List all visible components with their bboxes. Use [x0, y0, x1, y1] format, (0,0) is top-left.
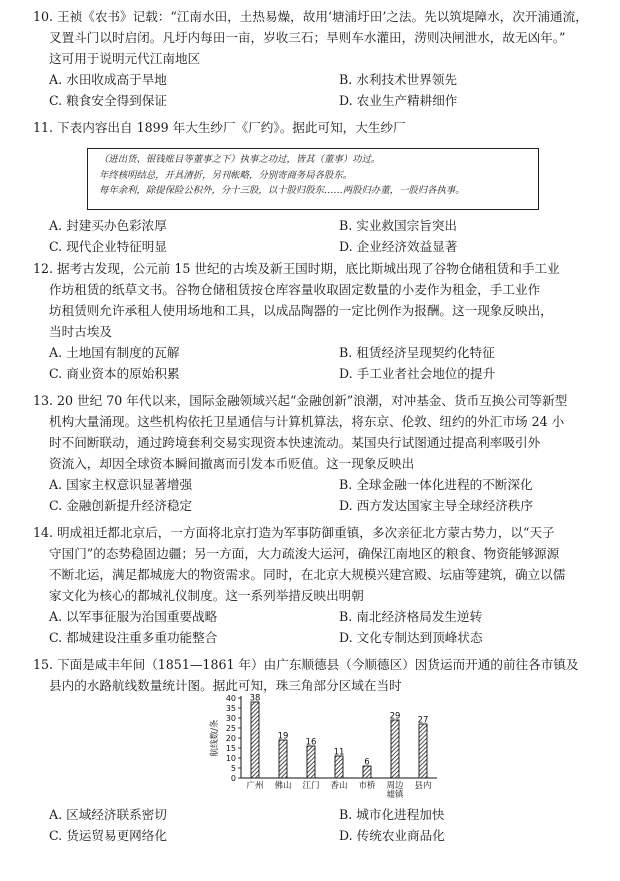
question-11: [33, 117, 593, 138]
y-tick-label: 30: [225, 714, 236, 723]
q13-stem-line1: 13. 20 世纪 70 年代以来，国际金融领域兴起“金融创新”浪潮，对冲基金、货币互换公司等新型: [33, 393, 568, 408]
y-tick-label: 25: [225, 724, 236, 733]
question-13: [33, 390, 593, 516]
q14-stem-line3: 不断北运，满足都城庞大的物资需求。同时，在北京大规模兴建宫殿、坛庙等建筑，确立以儒: [49, 567, 566, 582]
bar: [391, 720, 399, 778]
q14-option-c[interactable]: C. 都城建设注重多重功能整合: [49, 630, 218, 645]
q12-option-c[interactable]: C. 商业资本的原始积累: [49, 366, 180, 381]
y-tick-label: 10: [225, 754, 236, 763]
bar: [251, 702, 259, 778]
q11-box-line3: 每年余利，除提保险公积外，分十三股，以十股归股东……两股归办董，一股归各执事。: [99, 185, 465, 196]
waterway-routes-bar-chart: [205, 692, 445, 802]
bar: [307, 746, 315, 778]
y-tick-label: 40: [225, 694, 236, 703]
x-tick-label: 县内: [414, 781, 432, 791]
x-tick-label: 周边: [386, 781, 404, 791]
q11-factory-rules-box: [87, 148, 539, 210]
q12-stem-line4: 当时古埃及: [49, 324, 112, 339]
q13-option-d[interactable]: D. 西方发达国家主导全球经济秩序: [339, 498, 533, 513]
q14-stem-line2: 守国门”的态势稳固边疆；另一方面，大力疏浚大运河，确保江南地区的粮食、物资能够源源: [49, 546, 560, 561]
q12-stem-line3: 坊租赁则允许承租人使用场地和工具，以成品陶器的一定比例作为报酬。这一现象反映出，: [49, 303, 553, 318]
q13-stem-line4: 资流入，却因全球资本瞬间撤离而引发本币贬值。这一现象反映出: [49, 456, 415, 471]
y-tick-label: 20: [225, 734, 236, 743]
x-tick-label: 广州: [246, 781, 264, 791]
q12-stem-line2: 作坊租赁的纸草文书。谷物仓储租赁按仓库容量收取固定数量的小麦作为租金，手工业作: [49, 282, 541, 297]
q13-option-c[interactable]: C. 金融创新提升经济稳定: [49, 498, 193, 513]
q10-option-a[interactable]: A. 水田收成高于旱地: [49, 72, 167, 87]
q12-stem-line1: 12. 据考古发现，公元前 15 世纪的古埃及新王国时期，底比斯城出现了谷物仓储租赁和手工业: [33, 261, 560, 276]
q14-option-a[interactable]: A. 以军事征服为治国重要战略: [49, 609, 218, 624]
q11-option-c[interactable]: C. 现代企业特征明显: [49, 239, 167, 254]
bar-value-label: 38: [249, 693, 261, 704]
q10-option-b[interactable]: B. 水利技术世界领先: [339, 72, 458, 87]
q12-option-a[interactable]: A. 土地国有制度的瓦解: [49, 345, 180, 360]
q15-options: [33, 804, 593, 846]
q14-option-d[interactable]: D. 文化专制达到顶峰状态: [339, 630, 483, 645]
q10-stem-line1: 10. 王祯《农书》记载：“江南水田，土热易燥，故用‘塘浦圩田’之法。先以筑堤障水，次开浦通流，: [33, 9, 588, 24]
y-tick-label: 35: [225, 704, 236, 713]
bar-value-label: 11: [333, 747, 345, 758]
bar: [335, 756, 343, 778]
q11-options: [33, 215, 593, 257]
x-tick-label: 江门: [302, 781, 320, 791]
q15-stem-line1: 15. 下面是咸丰年间（1851—1861 年）由广东顺德县（今顺德区）因货运而开通的前往各市镇及: [33, 657, 579, 672]
bar-value-label: 16: [305, 737, 317, 748]
x-tick-label: 香山: [330, 781, 348, 791]
q11-stem: 11. 下表内容出自 1899 年大生纱厂《厂约》。据此可知，大生纱厂: [33, 120, 406, 135]
y-axis-label: 航线数/条: [210, 719, 220, 757]
q15-stem-line2: 县内的水路航线数量统计图。据此可知，珠三角部分区域在当时: [49, 678, 402, 693]
q10-stem-line2: 叉置斗门以时启闭。凡圩内每田一亩，岁收三石；旱则车水灌田，涝则决闸泄水，故无凶年。”: [49, 30, 566, 45]
q13-stem-line3: 时不间断联动，通过跨境套利交易实现资本快速流动。某国央行试图通过提高利率吸引外: [49, 435, 541, 450]
q14-option-b[interactable]: B. 南北经济格局发生逆转: [339, 609, 483, 624]
question-15: [33, 654, 593, 696]
q13-option-b[interactable]: B. 全球金融一体化进程的不断深化: [339, 477, 533, 492]
bar-value-label: 27: [417, 715, 429, 726]
y-tick-label: 5: [230, 764, 236, 773]
bar: [419, 724, 427, 778]
q11-box-line1: （进出货、银钱账目等董事之下）执事之功过，皆其（董事）功过。: [99, 154, 381, 165]
q12-option-d[interactable]: D. 手工业者社会地位的提升: [339, 366, 496, 381]
q15-option-d[interactable]: D. 传统农业商品化: [339, 828, 445, 843]
x-tick-label: 墟镇: [386, 790, 404, 800]
q14-stem-line1: 14. 明成祖迁都北京后，一方面将北京打造为军事防御重镇，多次亲征北方蒙古势力，以“天子: [33, 525, 555, 540]
bar: [279, 740, 287, 778]
x-tick-label: 佛山: [274, 781, 292, 791]
bar-value-label: 6: [364, 757, 370, 768]
bar: [363, 766, 371, 778]
q13-option-a[interactable]: A. 国家主权意识显著增强: [49, 477, 193, 492]
q15-option-a[interactable]: A. 区域经济联系密切: [49, 807, 167, 822]
question-12: [33, 258, 593, 384]
q13-stem-line2: 机构大量涌现。这些机构依托卫星通信与计算机算法，将东京、伦敦、纽约的外汇市场 24 小: [49, 414, 565, 429]
q15-option-b[interactable]: B. 城市化进程加快: [339, 807, 445, 822]
q11-option-a[interactable]: A. 封建买办色彩浓厚: [49, 218, 167, 233]
q10-option-d[interactable]: D. 农业生产精耕细作: [339, 93, 458, 108]
q10-stem-line3: 这可用于说明元代江南地区: [49, 51, 201, 66]
y-tick-label: 0: [230, 774, 236, 783]
q11-box-line2: 年终核明结总，开具清折，另刊帐略，分别寄商务局各股东。: [99, 169, 353, 181]
q14-stem-line4: 家文化为核心的都城礼仪制度。这一系列举措反映出明朝: [49, 588, 364, 603]
bar-value-label: 19: [277, 731, 289, 742]
q12-option-b[interactable]: B. 租赁经济呈现契约化特征: [339, 345, 495, 360]
question-10: [33, 6, 593, 111]
q11-option-d[interactable]: D. 企业经济效益显著: [339, 239, 458, 254]
q15-option-c[interactable]: C. 货运贸易更网络化: [49, 828, 167, 843]
q11-option-b[interactable]: B. 实业救国宗旨突出: [339, 218, 458, 233]
bar-value-label: 29: [389, 711, 401, 722]
x-tick-label: 市桥: [358, 781, 376, 791]
y-tick-label: 15: [225, 744, 236, 753]
question-14: [33, 522, 593, 648]
q10-option-c[interactable]: C. 粮食安全得到保证: [49, 93, 167, 108]
